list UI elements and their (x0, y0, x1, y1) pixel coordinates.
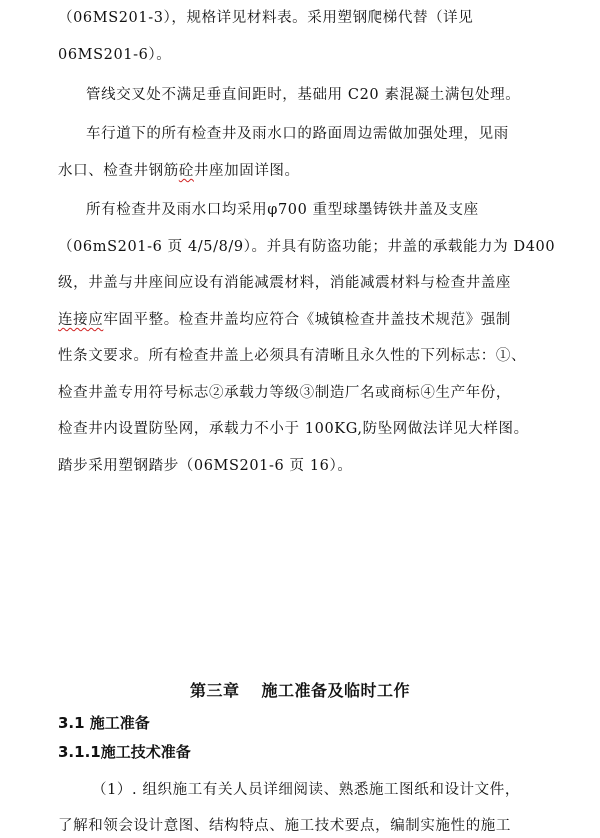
body-text-line: 连接应牢固平整。检查井盖均应符合《城镇检查井盖技术规范》强制 (58, 312, 512, 328)
body-text-line: 检查井盖专用符号标志②承载力等级③制造厂名或商标④生产年份， (58, 385, 511, 401)
body-text-line: 水口、检查井钢筋砼井座加固详图。 (58, 163, 300, 179)
body-text-line: 性条文要求。所有检查井盖上必须具有清晰且永久性的下列标志：①、 (58, 348, 527, 364)
subsection-heading: 3.1.1施工技术准备 (58, 743, 191, 761)
body-text-line: 车行道下的所有检查井及雨水口的路面周边需做加强处理，见雨 (86, 126, 509, 142)
body-text-line: 踏步采用塑钢踏步（06MS201-6 页 16）。 (58, 458, 353, 474)
section-heading: 3.1 施工准备 (58, 714, 150, 732)
body-text-line: 管线交叉处不满足垂直间距时，基础用 C20 素混凝土满包处理。 (86, 87, 521, 103)
body-text-line: 检查井内设置防坠网，承载力不小于 100KG,防坠网做法详见大样图。 (58, 421, 529, 437)
spellcheck-underline: 连接应 (58, 312, 104, 328)
body-text-line: （06MS201-3），规格详见材料表。采用塑钢爬梯代替（详见 (58, 10, 474, 26)
body-text-line: 06MS201-6）。 (58, 47, 172, 63)
chapter-number: 第三章 (189, 681, 240, 700)
body-text-line: 级，井盖与井座间应设有消能减震材料，消能减震材料与检查井盖座 (58, 275, 511, 291)
spellcheck-underline: 砼 (178, 163, 194, 179)
chapter-heading (0, 680, 600, 702)
body-text-line: 所有检查井及雨水口均采用φ700 重型球墨铸铁井盖及支座 (86, 202, 479, 218)
body-text-line: 了解和领会设计意图、结构特点、施工技术要点，编制实施性的施工 (58, 818, 511, 834)
chapter-title: 施工准备及临时工作 (261, 681, 411, 700)
body-text-line: （06mS201-6 页 4/5/8/9）。并具有防盗功能；井盖的承载能力为 D400 (58, 239, 556, 255)
body-text-line: （1）. 组织施工有关人员详细阅读、熟悉施工图纸和设计文件， (92, 782, 520, 798)
